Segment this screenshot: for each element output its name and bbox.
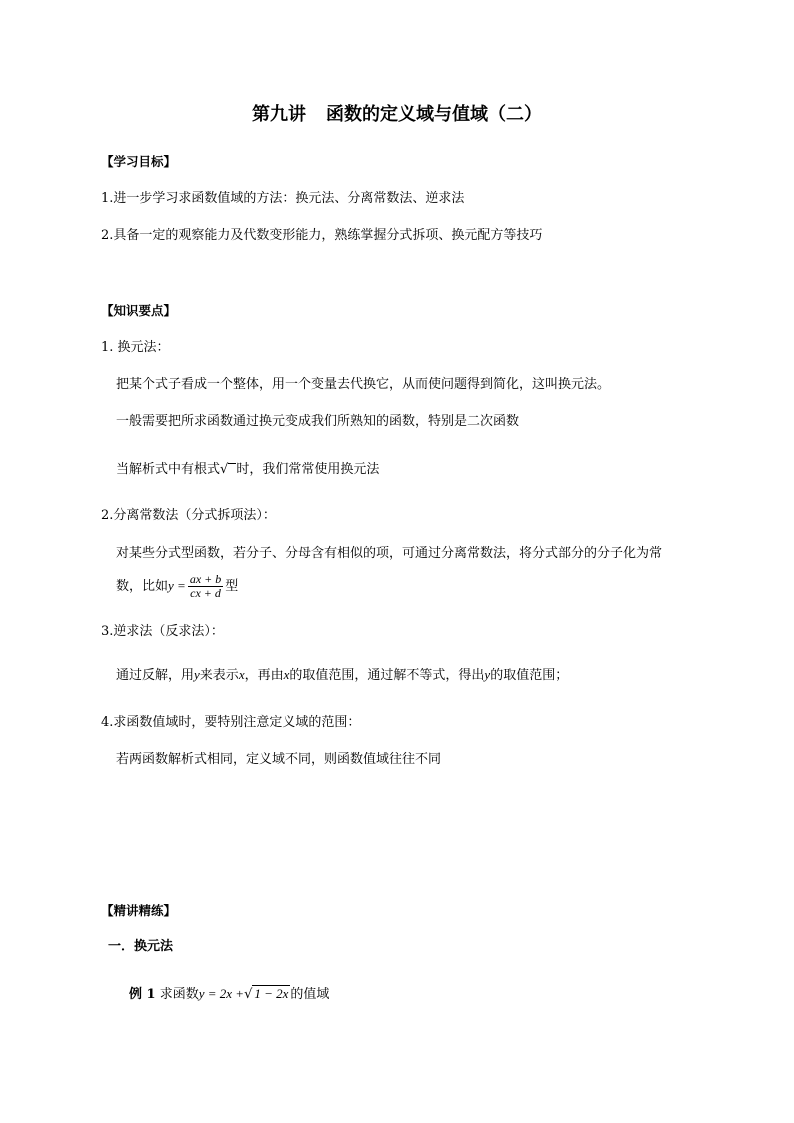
s3-text-e: 的取值范围； <box>490 668 569 683</box>
var-x-2: x <box>283 667 290 682</box>
section-3-para-1 <box>116 666 568 685</box>
section-3-title: 3.逆求法（反求法）： <box>101 624 224 639</box>
title-topic: 函数的定义域与值域（二） <box>326 104 542 125</box>
radical-symbol: √ <box>244 987 253 1002</box>
var-y: y <box>194 667 200 682</box>
formula-lhs: y = <box>168 578 186 593</box>
section-2-para-1: 对某些分式型函数，若分子、分母含有相似的项，可通过分离常数法，将分式部分的分子化为常 <box>116 546 663 561</box>
section-1-para-3-tail: 时，我们常常使用换元法 <box>236 462 380 477</box>
section-2-para-2 <box>116 571 238 602</box>
example-1-radicand: 1 − 2x <box>254 986 289 1001</box>
section-2-para-2-text: 数，比如 <box>116 579 169 594</box>
fraction-numerator: ax + b <box>189 572 222 586</box>
fraction <box>188 573 223 600</box>
section-2-title: 2.分离常数法（分式拆项法）： <box>101 508 276 523</box>
example-1-formula-lhs: y = 2x + <box>198 986 245 1001</box>
title-lecture-number: 第九讲 <box>252 104 306 125</box>
radical-symbol: √ <box>220 462 229 477</box>
points-heading: 【知识要点】 <box>101 303 177 318</box>
practice-sub-1: 一．换元法 <box>108 939 174 954</box>
s3-text-c: ，再由 <box>244 668 284 683</box>
section-4-para-1: 若两函数解析式相同，定义域不同，则函数值域往往不同 <box>116 752 442 767</box>
practice-heading: 【精讲精练】 <box>101 903 177 918</box>
example-1 <box>129 985 329 1004</box>
section-1-para-3 <box>116 461 379 479</box>
page-title <box>0 103 794 127</box>
fraction-denominator: cx + d <box>190 586 221 600</box>
s3-text-b: 来表示 <box>199 668 239 683</box>
goals-heading: 【学习目标】 <box>101 154 177 169</box>
example-1-tail: 的值域 <box>290 987 330 1002</box>
s3-text-d: 的取值范围，通过解不等式，得出 <box>289 668 485 683</box>
section-1-para-3-text: 当解析式中有根式 <box>116 462 221 477</box>
goal-item-1: 1.进一步学习求函数值域的方法：换元法、分离常数法、逆求法 <box>101 191 465 206</box>
var-y-2: y <box>484 667 491 682</box>
var-x: x <box>238 667 245 682</box>
section-1-para-1: 把某个式子看成一个整体，用一个变量去代换它，从而使问题得到简化，这叫换元法。 <box>116 377 611 392</box>
goal-item-2: 2.具备一定的观察能力及代数变形能力，熟练掌握分式拆项、换元配方等技巧 <box>101 228 543 243</box>
section-4-title: 4.求函数值域时，要特别注意定义域的范围： <box>101 715 361 730</box>
section-2-para-2-tail: 型 <box>225 579 239 594</box>
section-1-title: 1. 换元法： <box>101 340 170 355</box>
section-1-para-2: 一般需要把所求函数通过换元变成我们所熟知的函数，特别是二次函数 <box>116 414 520 429</box>
example-1-label: 例 1 <box>129 987 156 1002</box>
example-1-text: 求函数 <box>159 987 199 1002</box>
s3-text-a: 通过反解，用 <box>116 668 195 683</box>
